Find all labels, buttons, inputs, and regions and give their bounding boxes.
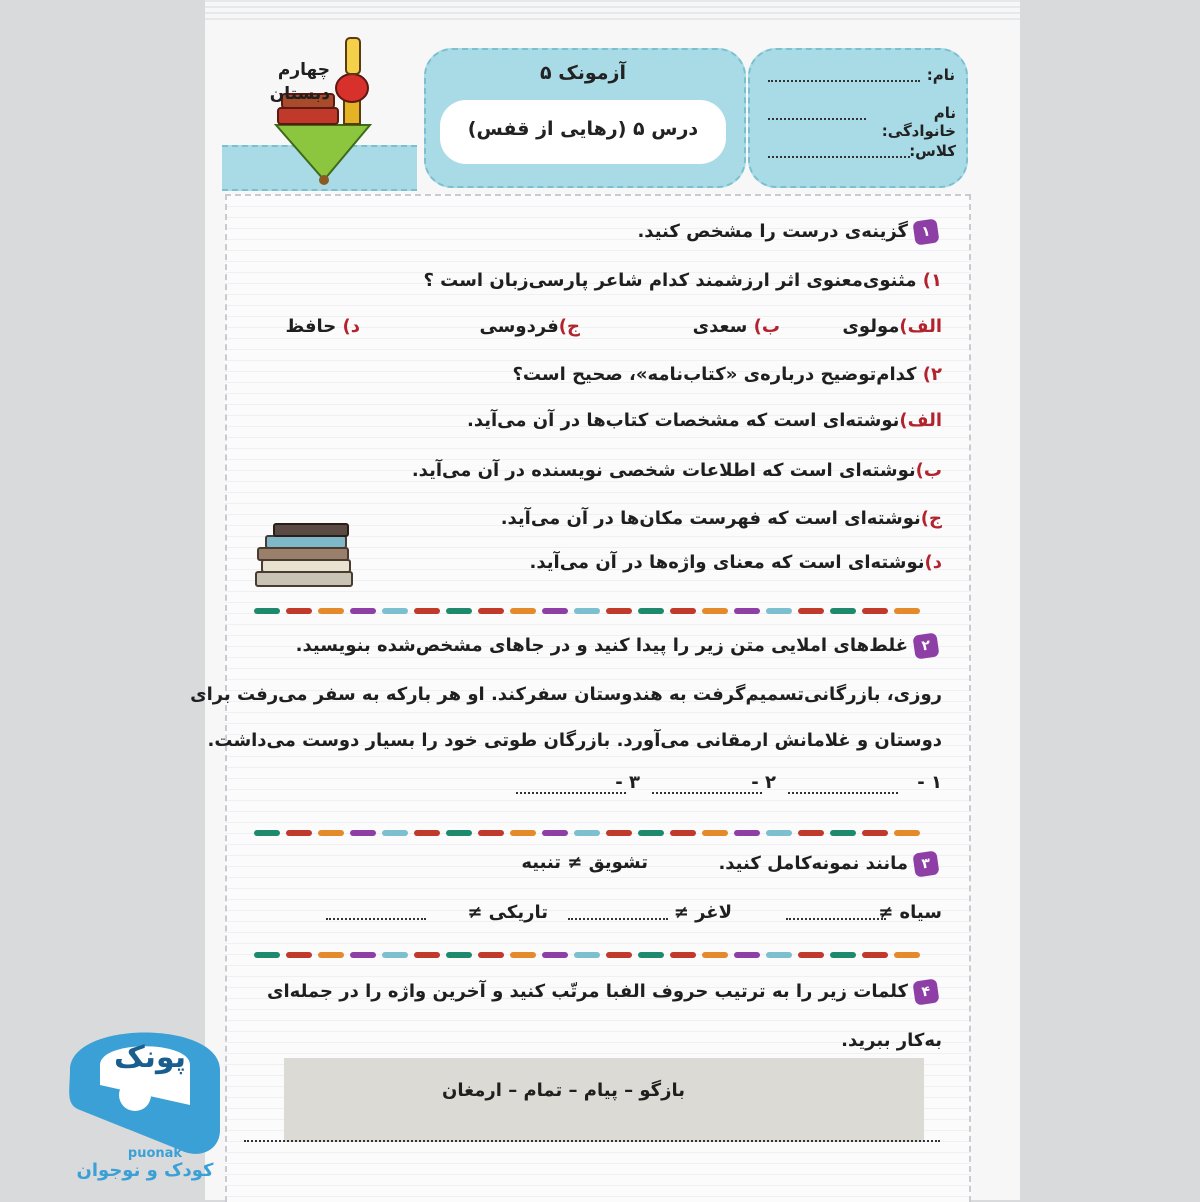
option-text: سعدی [692,316,748,337]
separator-dash [734,830,760,836]
option-text: حافظ [285,316,337,337]
separator-dash [862,608,888,614]
option-a[interactable] [842,316,942,337]
q3-example: تشویق ≠ تنبیه [521,852,648,873]
q1-sub2-option-a[interactable] [467,410,942,431]
separator-dash [670,830,696,836]
separator-dash [702,952,728,958]
logo-latin: puonak [127,1146,183,1161]
q1-sub2-number: ۲) [922,364,942,385]
name-label: نام: [926,66,955,84]
q1-sub2-text: کدام‌توضیح درباره‌ی «کتاب‌نامه»، صحیح است؟ [512,364,917,385]
blank-3-field[interactable] [516,792,626,794]
option-key: ب) [753,316,780,337]
separator-3 [254,952,944,958]
separator-dash [606,952,632,958]
separator-dash [286,608,312,614]
separator-dash [638,608,664,614]
q3-item-3-label: تاریکی ≠ [467,902,548,923]
separator-dash [510,830,536,836]
q2-passage-line-1: روزی، بازرگانی‌تسمیم‌گرفت به هندوستان سفرکند. او هر بارکه به سفر می‌رفت برای [190,684,942,705]
separator-dash [350,952,376,958]
separator-dash [638,830,664,836]
separator-dash [382,608,408,614]
separator-dash [382,830,408,836]
separator-dash [542,952,568,958]
blank-3-label: ۳ - [615,772,640,793]
separator-dash [350,608,376,614]
separator-dash [670,952,696,958]
separator-dash [702,608,728,614]
separator-dash [734,608,760,614]
blank-2-label: ۲ - [751,772,776,793]
separator-dash [798,608,824,614]
separator-dash [286,830,312,836]
q1-instruction-text: گزینه‌ی درست را مشخص کنید. [637,221,908,242]
separator-dash [574,830,600,836]
name-field[interactable] [768,80,920,82]
separator-dash [254,608,280,614]
separator-dash [894,952,920,958]
separator-dash [254,830,280,836]
class-field[interactable] [768,156,910,158]
q4-instruction-text: کلمات زیر را به ترتیب حروف الفبا مرتّب کنید و آخرین واژه را در جمله‌ای [266,981,908,1002]
q1-sub1-number: ۱) [922,270,942,291]
separator-dash [446,608,472,614]
q4-badge: ۴ [912,978,939,1005]
q3-item-3-field[interactable] [326,918,426,920]
q1-sub1 [423,270,942,291]
separator-dash [446,952,472,958]
option-key: ج) [558,316,580,337]
q1-sub2-option-d[interactable] [530,552,942,573]
separator-dash [830,608,856,614]
option-text: مولوی [842,316,900,337]
q3-item-1-field[interactable] [786,918,886,920]
q4-answer-line[interactable] [244,1140,940,1142]
separator-dash [510,608,536,614]
separator-dash [830,830,856,836]
blank-1-field[interactable] [788,792,898,794]
separator-1 [254,608,944,614]
q1-instruction [637,220,938,244]
book-stack-illustration [250,522,360,592]
separator-dash [862,952,888,958]
separator-2 [254,830,944,836]
separator-dash [606,830,632,836]
separator-dash [702,830,728,836]
q1-badge: ۱ [912,218,939,245]
top-stripe [205,0,1020,24]
option-key: د) [342,316,360,337]
q1-sub2-option-c[interactable] [501,508,942,529]
q1-sub2 [512,364,942,385]
separator-dash [798,952,824,958]
separator-dash [414,830,440,836]
family-field[interactable] [768,118,866,120]
blank-1-label: ۱ - [917,772,942,793]
separator-dash [510,952,536,958]
option-text: نوشته‌ای است که مشخصات کتاب‌ها در آن می‌آید. [466,410,900,431]
separator-dash [542,608,568,614]
q3-item-2-label: لاغر ≠ [673,902,732,923]
separator-dash [382,952,408,958]
option-key: د) [924,552,942,573]
separator-dash [734,952,760,958]
separator-dash [574,952,600,958]
logo-brand: پونک [113,1040,187,1075]
grade-label-1: چهارم [277,60,330,80]
separator-dash [478,608,504,614]
option-d[interactable] [285,316,360,337]
separator-dash [606,608,632,614]
exam-title: آزمونک ۵ [540,62,626,84]
separator-dash [894,608,920,614]
option-b[interactable] [693,316,780,337]
separator-dash [766,830,792,836]
separator-dash [318,608,344,614]
q2-passage-line-2: دوستان و غلامانش ارمقانی می‌آورد. بازرگان طوتی خود را بسیار دوست می‌داشت. [207,730,942,751]
separator-dash [318,952,344,958]
option-key: ج) [920,508,942,529]
separator-dash [478,952,504,958]
family-label: نام خانوادگی: [881,104,956,140]
separator-dash [318,830,344,836]
q3-item-2-field[interactable] [568,918,668,920]
q3-item-1-label: سیاه ≠ [878,902,942,923]
q4-instruction-line-1 [267,980,938,1004]
separator-dash [446,830,472,836]
separator-dash [798,830,824,836]
q2-instruction [296,634,938,658]
option-text: نوشته‌ای است که اطلاعات شخصی نویسنده در آن می‌آید. [411,460,916,481]
q4-words: بازگو – پیام – تمام – ارمغان [441,1080,685,1101]
class-label: کلاس: [909,142,956,160]
separator-dash [254,952,280,958]
q2-instruction-text: غلط‌های املایی متن زیر را پیدا کنید و در جاهای مشخص‌شده بنویسید. [295,635,908,656]
grade-label-2: دبستان [269,84,330,104]
separator-dash [414,608,440,614]
q3-instruction [718,852,938,876]
blank-2-field[interactable] [652,792,762,794]
option-text: نوشته‌ای است که معنای واژه‌ها در آن می‌آید. [529,552,925,573]
separator-dash [574,608,600,614]
lamp-books-illustration [262,30,382,190]
option-c[interactable] [479,316,580,337]
separator-dash [862,830,888,836]
option-key: الف) [899,410,942,431]
separator-dash [286,952,312,958]
separator-dash [542,830,568,836]
separator-dash [414,952,440,958]
q4-instruction-line-2: به‌کار ببرید. [841,1030,942,1051]
separator-dash [350,830,376,836]
option-key: ب) [915,460,942,481]
option-text: فردوسی [479,316,559,337]
option-key: الف) [899,316,942,337]
separator-dash [766,608,792,614]
puonak-logo [40,1010,250,1160]
option-text: نوشته‌ای است که فهرست مکان‌ها در آن می‌آید. [500,508,921,529]
q3-instruction-text: مانند نمونه‌کامل کنید. [718,853,908,874]
separator-dash [670,608,696,614]
lesson-title: درس ۵ (رهایی از قفس) [467,118,699,140]
q1-sub1-text: مثنوی‌معنوی اثر ارزشمند کدام شاعر پارسی‌زبان است ؟ [423,270,917,291]
separator-dash [478,830,504,836]
separator-dash [638,952,664,958]
q1-sub2-option-b[interactable] [412,460,942,481]
q2-badge: ۲ [912,632,939,659]
q3-badge: ۳ [912,850,939,877]
separator-dash [766,952,792,958]
logo-tagline: کودک و نوجوان [76,1160,214,1181]
separator-dash [894,830,920,836]
separator-dash [830,952,856,958]
